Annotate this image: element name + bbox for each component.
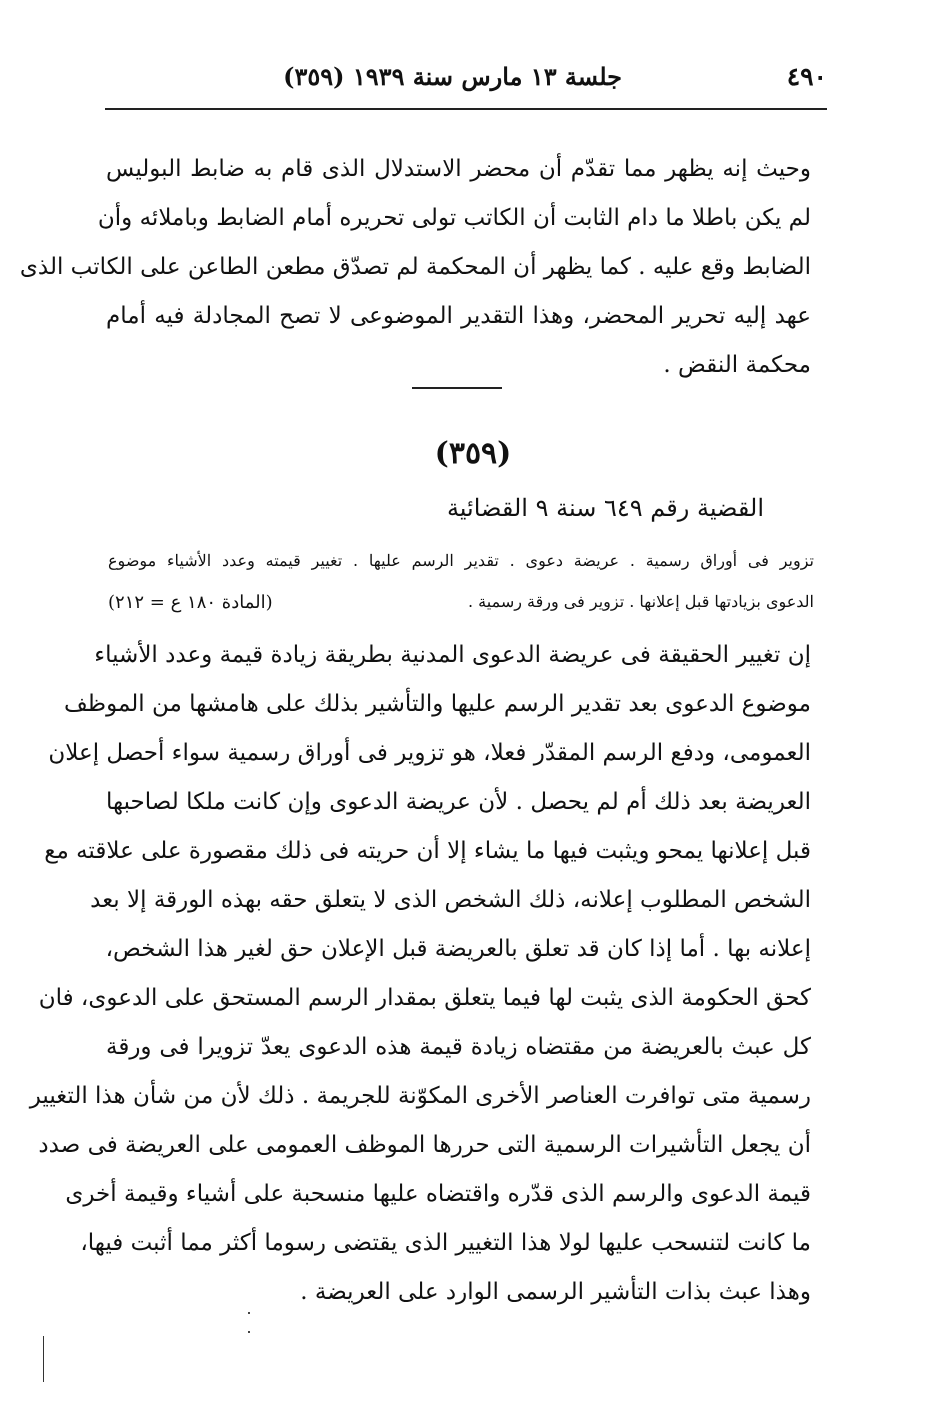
text-line: وهذا عبث بذات التأشير الرسمى الوارد على العريضة . (300, 1279, 811, 1305)
text-line: العريضة بعد ذلك أم لم يحصل . لأن عريضة الدعوى وإن كانت ملكا لصاحبها (106, 789, 811, 815)
text-line: عهد إليه تحرير المحضر، وهذا التقدير الموضوعى لا تصح المجادلة فيه أمام (106, 303, 811, 329)
text-line: إن تغيير الحقيقة فى عريضة الدعوى المدنية بطريقة زيادة قيمة وعدد الأشياء (94, 642, 811, 668)
paragraph-1 (19, 146, 811, 391)
text-line: موضوع الدعوى بعد تقدير الرسم عليها والتأشير بذلك على هامشها من الموظف (64, 691, 811, 717)
page-header (105, 62, 827, 96)
running-title: جلسة ١٣ مارس سنة ١٩٣٩ (٣٥٩) (283, 62, 622, 91)
text-line: إعلانه بها . أما إذا كان قد تعلق بالعريضة قبل الإعلان حق لغير هذا الشخص، (105, 936, 811, 962)
text-line: وحيث إنه يظهر مما تقدّم أن محضر الاستدلال الذى قام به ضابط البوليس (106, 156, 811, 182)
section-separator (412, 387, 502, 389)
text-line: العمومى، ودفع الرسم المقدّر فعلا، هو تزوير فى أوراق رسمية سواء أحصل إعلان (48, 740, 811, 766)
scan-margin-mark (43, 1336, 44, 1382)
scan-speck (248, 1312, 250, 1314)
text-line: قيمة الدعوى والرسم الذى قدّره واقتضاه عليها منسحبة على أشياء وقيمة أخرى (65, 1181, 811, 1207)
summary-text: الدعوى بزيادتها قبل إعلانها . تزوير فى ورقة رسمية . (467, 592, 814, 611)
text-line: أن يجعل التأشيرات الرسمية التى حررها الموظف العمومى على العريضة فى صدد (38, 1132, 811, 1158)
paragraph-2 (29, 632, 811, 1318)
legal-article-reference: (المادة ١٨٠ ع = ٢١٢) (108, 592, 273, 613)
text-line: الضابط وقع عليه . كما يظهر أن المحكمة لم تصدّق مطعن الطاعن على الكاتب الذى (19, 254, 811, 280)
text-line: كل عبث بالعريضة من مقتضاه زيادة قيمة هذه الدعوى يعدّ تزويرا فى ورقة (106, 1034, 811, 1060)
header-rule (105, 108, 827, 110)
text-line: الشخص المطلوب إعلانه، ذلك الشخص الذى لا يتعلق حقه بهذه الورقة إلا بعد (90, 887, 811, 913)
text-line: كحق الحكومة الذى يثبت لها فيما يتعلق بمقدار الرسم المستحق على الدعوى، فان (38, 985, 811, 1011)
text-line: قبل إعلانها يمحو ويثبت فيها ما يشاء إلا أن حريته فى ذلك مقصورة على علاقته مع (44, 838, 811, 864)
text-line: لم يكن باطلا ما دام الثابت أن الكاتب تولى تحريره أمام الضابط وباملائه وأن (97, 205, 811, 231)
case-reference: القضية رقم ٦٤٩ سنة ٩ القضائية (446, 494, 764, 522)
text-line: محكمة النقض . (663, 352, 811, 378)
scan-speck (248, 1331, 250, 1333)
text-line: ما كانت لتنسحب عليها لولا هذا التغيير الذى يقتضى رسوما أكثر مما أثبت فيها، (80, 1230, 811, 1256)
case-number: (٣٥٩) (434, 436, 512, 471)
page-number: ٤٩٠ (786, 62, 827, 91)
summary-line-1: تزوير فى أوراق رسمية . عريضة دعوى . تقدير الرسم عليها . تغيير قيمته وعدد الأشياء موضوع (108, 551, 814, 570)
text-line: رسمية متى توافرت العناصر الأخرى المكوّنة للجريمة . ذلك لأن من شأن هذا التغيير (29, 1083, 811, 1109)
